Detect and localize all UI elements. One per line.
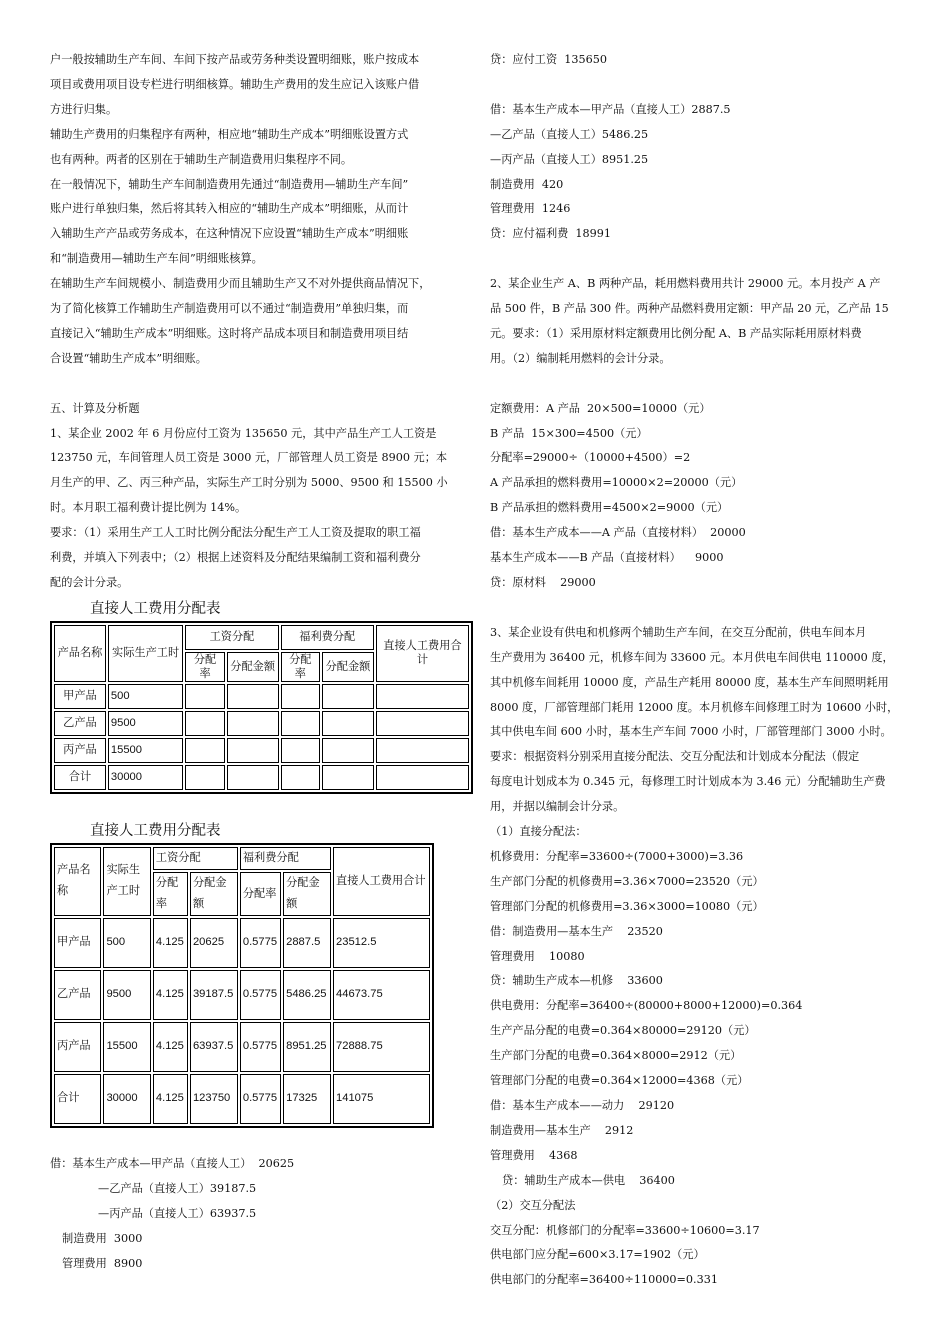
text-line: 品 500 件，B 产品 300 件。两种产品燃料费用定额：甲产品 20 元，乙产品 15	[490, 302, 889, 316]
cell-welfare-amount: 5486.25	[283, 970, 331, 1020]
table-filled-allocation	[50, 843, 434, 1128]
text-line: 在辅助生产车间规模小、制造费用少而且辅助生产又不对外提供商品情况下，	[50, 277, 431, 291]
text-line: 借：基本生产成本—甲产品（直接人工）2887.5	[490, 102, 731, 116]
cell-empty	[376, 711, 469, 736]
th-welfare: 福利费分配	[240, 847, 331, 870]
table-row	[54, 711, 469, 736]
cell-total: 44673.75	[333, 970, 430, 1020]
answer-2	[490, 397, 910, 596]
text-line: B 产品承担的燃料费用=4500×2=9000（元）	[490, 501, 729, 515]
cell-empty	[185, 684, 224, 709]
text-line: 定额费用：A 产品 20×500=10000（元）	[490, 401, 711, 415]
cell-empty	[322, 765, 374, 790]
text-line: 生产费用为 36400 元，机修车间为 33600 元。本月供电车间供电 110000 度，	[490, 650, 894, 664]
cell-empty	[227, 711, 279, 736]
cell-wage-amount: 63937.5	[190, 1022, 238, 1072]
cell-empty	[281, 711, 320, 736]
text-line: 1、某企业 2002 年 6 月份应付工资为 135650 元，其中产品生产工人工资是	[50, 426, 437, 440]
text-line: 项目或费用项目设专栏进行明细核算。辅助生产费用的发生应记入该账户借	[50, 77, 420, 91]
text-line: （2）交互分配法	[490, 1198, 576, 1212]
cell-empty	[227, 765, 279, 790]
th-wage-amount: 分配金额	[227, 652, 279, 682]
cell-wage-rate: 4.125	[153, 1022, 188, 1072]
text-line: 生产部门分配的机修费用=3.36×7000=23520（元）	[490, 874, 764, 888]
text-line: 机修费用：分配率=33600÷(7000+3000)=3.36	[490, 849, 744, 863]
section-title: 五、计算及分析题	[50, 401, 140, 415]
th-wage: 工资分配	[185, 625, 278, 650]
cell-total: 141075	[333, 1074, 430, 1124]
cell-product: 乙产品	[54, 711, 106, 736]
table-row	[54, 918, 430, 968]
text-line: —乙产品（直接人工）5486.25	[490, 127, 649, 141]
cell-empty	[376, 765, 469, 790]
cell-product: 甲产品	[54, 918, 101, 968]
text-line: 借：制造费用—基本生产 23520	[490, 924, 663, 938]
text-line: 利费，并填入下列表中；（2）根据上述资料及分配结果编制工资和福利费分	[50, 551, 421, 565]
cell-total: 23512.5	[333, 918, 430, 968]
text-line: 贷：应付工资 135650	[490, 53, 607, 66]
th-product: 产品名称	[54, 625, 106, 682]
cell-hours: 9500	[103, 970, 150, 1020]
text-line: 生产部门分配的电费=0.364×8000=2912（元）	[490, 1049, 742, 1063]
cell-product: 甲产品	[54, 684, 106, 709]
text-line: 方进行归集。	[50, 102, 118, 116]
cell-empty	[281, 765, 320, 790]
text-line: 要求：（1）采用生产工人工时比例分配法分配生产工人工资及提取的职工福	[50, 526, 421, 540]
text-line: 辅助生产费用的归集程序有两种，相应地“辅助生产成本”明细账设置方式	[50, 127, 409, 141]
cell-empty	[322, 738, 374, 763]
text-line: 账户进行单独归集，然后将其转入相应的“辅助生产成本”明细账，从而计	[50, 202, 409, 216]
text-line: 为了简化核算工作辅助生产制造费用可以不通过“制造费用”单独归集，而	[50, 302, 409, 316]
text-line: 月生产的甲、乙、丙三种产品，实际生产工时分别为 5000、9500 和 15500 小	[50, 476, 448, 490]
para-auxiliary-cost	[50, 48, 465, 372]
cell-welfare-amount: 17325	[283, 1074, 331, 1124]
text-line: （1）直接分配法：	[490, 825, 587, 839]
text-line: 借：基本生产成本——动力 29120	[490, 1099, 675, 1112]
text-line: —丙产品（直接人工）63937.5	[98, 1206, 257, 1220]
cell-hours: 15500	[103, 1022, 150, 1072]
text-line: 户一般按辅助生产车间、车间下按产品或劳务种类设置明细账，账户按成本	[50, 53, 420, 66]
cell-hours: 30000	[103, 1074, 150, 1124]
text-line: 交互分配：机修部门的分配率=33600÷10600=3.17	[490, 1223, 760, 1237]
cell-welfare-rate: 0.5775	[240, 1074, 281, 1124]
text-line: 供电部门的分配率=36400÷110000=0.331	[490, 1273, 718, 1287]
th-hours: 实际生产工时	[103, 847, 150, 916]
th-wage-rate: 分配率	[185, 652, 224, 682]
th-wage-rate: 分配率	[153, 872, 188, 916]
cell-empty	[281, 738, 320, 763]
cell-empty	[185, 765, 224, 790]
table-row	[54, 738, 469, 763]
text-line: 也有两种。两者的区别在于辅助生产制造费用归集程序不同。	[50, 152, 353, 166]
cell-empty	[376, 738, 469, 763]
text-line: 配的会计分录。	[50, 576, 129, 590]
cell-product: 丙产品	[54, 1022, 101, 1072]
text-line: 直接记入“辅助生产成本”明细账。这时将产品成本项目和制造费用项目结	[50, 326, 409, 340]
th-total: 直接人工费用合计	[333, 847, 430, 916]
cell-empty	[185, 711, 224, 736]
text-line: 要求：根据资料分别采用直接分配法、交互分配法和计划成本分配法（假定	[490, 750, 860, 764]
text-line: 分配率=29000÷（10000+4500）=2	[490, 451, 691, 465]
text-line: 贷：辅助生产成本—供电 36400	[502, 1173, 675, 1187]
cell-total: 72888.75	[333, 1022, 430, 1072]
cell-wage-amount: 39187.5	[190, 970, 238, 1020]
table-row	[54, 970, 430, 1020]
text-line: 制造费用—基本生产 2912	[490, 1123, 634, 1137]
cell-empty	[376, 684, 469, 709]
text-line: 管理费用 8900	[62, 1256, 143, 1270]
text-line: 3、某企业设有供电和机修两个辅助生产车间，在交互分配前，供电车间本月	[490, 625, 867, 639]
cell-product: 合计	[54, 765, 106, 790]
text-line: 每度电计划成本为 0.345 元，每修理工时计划成本为 3.46 元）分配辅助生产费	[490, 775, 886, 789]
cell-product: 丙产品	[54, 738, 106, 763]
text-line: 在一般情况下，辅助生产车间制造费用先通过“制造费用—辅助生产车间”	[50, 177, 409, 191]
table1-title: 直接人工费用分配表	[90, 600, 221, 617]
table2-title: 直接人工费用分配表	[90, 822, 221, 839]
cell-empty	[227, 738, 279, 763]
cell-welfare-amount: 8951.25	[283, 1022, 331, 1072]
text-line: 制造费用 3000	[62, 1231, 143, 1245]
text-line: 元。要求：（1）采用原材料定额费用比例分配 A、B 产品实际耗用原材料费	[490, 326, 862, 340]
cell-wage-amount: 20625	[190, 918, 238, 968]
th-wage: 工资分配	[153, 847, 238, 870]
cell-wage-amount: 123750	[190, 1074, 238, 1124]
cell-hours: 500	[103, 918, 150, 968]
text-line: 供电部门应分配=600×3.17=1902（元）	[490, 1248, 705, 1262]
table-row	[54, 1022, 430, 1072]
cell-empty	[227, 684, 279, 709]
text-line: 用。（2）编制耗用燃料的会计分录。	[490, 351, 671, 365]
text-line: 时。本月职工福利费计提比例为 14%。	[50, 501, 247, 515]
text-line: 借：基本生产成本—甲产品（直接人工） 20625	[50, 1156, 295, 1170]
text-line: 基本生产成本——B 产品（直接材料） 9000	[490, 551, 724, 565]
text-line: 其中机修车间耗用 10000 度，产品生产耗用 80000 度，基本生产车间照明耗用	[490, 675, 889, 689]
journal-entry-welfare	[490, 98, 910, 247]
text-line: 其中供电车间 600 小时，基本生产车间 7000 小时，厂部管理部门 3000 小时。	[490, 725, 892, 739]
text-line: 贷：原材料 29000	[490, 575, 596, 589]
th-wage-amount: 分配金额	[190, 872, 238, 916]
th-product: 产品名称	[54, 847, 101, 916]
text-line: 8000 度，厂部管理部门耗用 12000 度。本月机修车间修理工时为 10600 小时，	[490, 700, 899, 714]
cell-welfare-amount: 2887.5	[283, 918, 331, 968]
cell-wage-rate: 4.125	[153, 918, 188, 968]
th-hours: 实际生产工时	[108, 625, 183, 682]
cell-hours: 9500	[108, 711, 183, 736]
text-line: 合设置“辅助生产成本”明细账。	[50, 351, 207, 365]
th-welfare-rate: 分配率	[281, 652, 320, 682]
text-line: —乙产品（直接人工）39187.5	[98, 1181, 257, 1195]
cell-empty	[322, 711, 374, 736]
text-line: A 产品承担的燃料费用=10000×2=20000（元）	[490, 476, 743, 490]
text-line: 贷：应付福利费 18991	[490, 227, 612, 241]
text-line: 生产产品分配的电费=0.364×80000=29120（元）	[490, 1024, 756, 1038]
text-line: 123750 元，车间管理人员工资是 3000 元，厂部管理人员工资是 8900 元；本	[50, 451, 448, 465]
cell-empty	[281, 684, 320, 709]
text-line: 制造费用 420	[490, 177, 564, 191]
text-line: 用，并据以编制会计分录。	[490, 800, 625, 814]
table-row	[54, 1074, 430, 1124]
answer-3	[490, 820, 910, 1293]
th-welfare-rate: 分配率	[240, 872, 281, 916]
question-3	[490, 621, 910, 820]
cell-empty	[322, 684, 374, 709]
question-1	[50, 422, 465, 596]
text-line: 供电费用：分配率=36400÷(80000+8000+12000)=0.364	[490, 999, 803, 1013]
cell-hours: 30000	[108, 765, 183, 790]
text-line: 管理费用 1246	[490, 202, 571, 216]
th-welfare-amount: 分配金额	[283, 872, 331, 916]
text-line: 和“制造费用—辅助生产车间”明细账核算。	[50, 252, 263, 266]
text-line: 入辅助生产产品或劳务成本，在这种情况下应设置“辅助生产成本”明细账	[50, 227, 409, 241]
cell-hours: 500	[108, 684, 183, 709]
table-empty-allocation	[50, 621, 473, 794]
th-welfare-amount: 分配金额	[322, 652, 374, 682]
text-line: B 产品 15×300=4500（元）	[490, 426, 648, 440]
journal-entry-wages	[50, 1152, 465, 1277]
cell-wage-rate: 4.125	[153, 970, 188, 1020]
th-total: 直接人工费用合计	[376, 625, 469, 682]
question-2	[490, 272, 910, 372]
text-line: 2、某企业生产 A、B 两种产品，耗用燃料费用共计 29000 元。本月投产 A 产	[490, 277, 881, 291]
text-line: 管理费用 10080	[490, 949, 585, 963]
cell-welfare-rate: 0.5775	[240, 918, 281, 968]
table-row	[54, 684, 469, 709]
text-line: 管理费用 4368	[490, 1148, 578, 1162]
cell-welfare-rate: 0.5775	[240, 1022, 281, 1072]
text-line: —丙产品（直接人工）8951.25	[490, 152, 649, 166]
cell-product: 合计	[54, 1074, 101, 1124]
table-row	[54, 765, 469, 790]
cell-empty	[185, 738, 224, 763]
cell-wage-rate: 4.125	[153, 1074, 188, 1124]
text-line: 管理部门分配的电费=0.364×12000=4368（元）	[490, 1074, 749, 1088]
text-line: 管理部门分配的机修费用=3.36×3000=10080（元）	[490, 899, 764, 913]
th-welfare: 福利费分配	[281, 625, 374, 650]
right-column	[490, 48, 910, 1293]
left-column	[50, 48, 465, 1276]
text-line: 借：基本生产成本——A 产品（直接材料） 20000	[490, 526, 746, 540]
cell-product: 乙产品	[54, 970, 101, 1020]
cell-hours: 15500	[108, 738, 183, 763]
text-line: 贷：辅助生产成本—机修 33600	[490, 974, 663, 988]
cell-welfare-rate: 0.5775	[240, 970, 281, 1020]
